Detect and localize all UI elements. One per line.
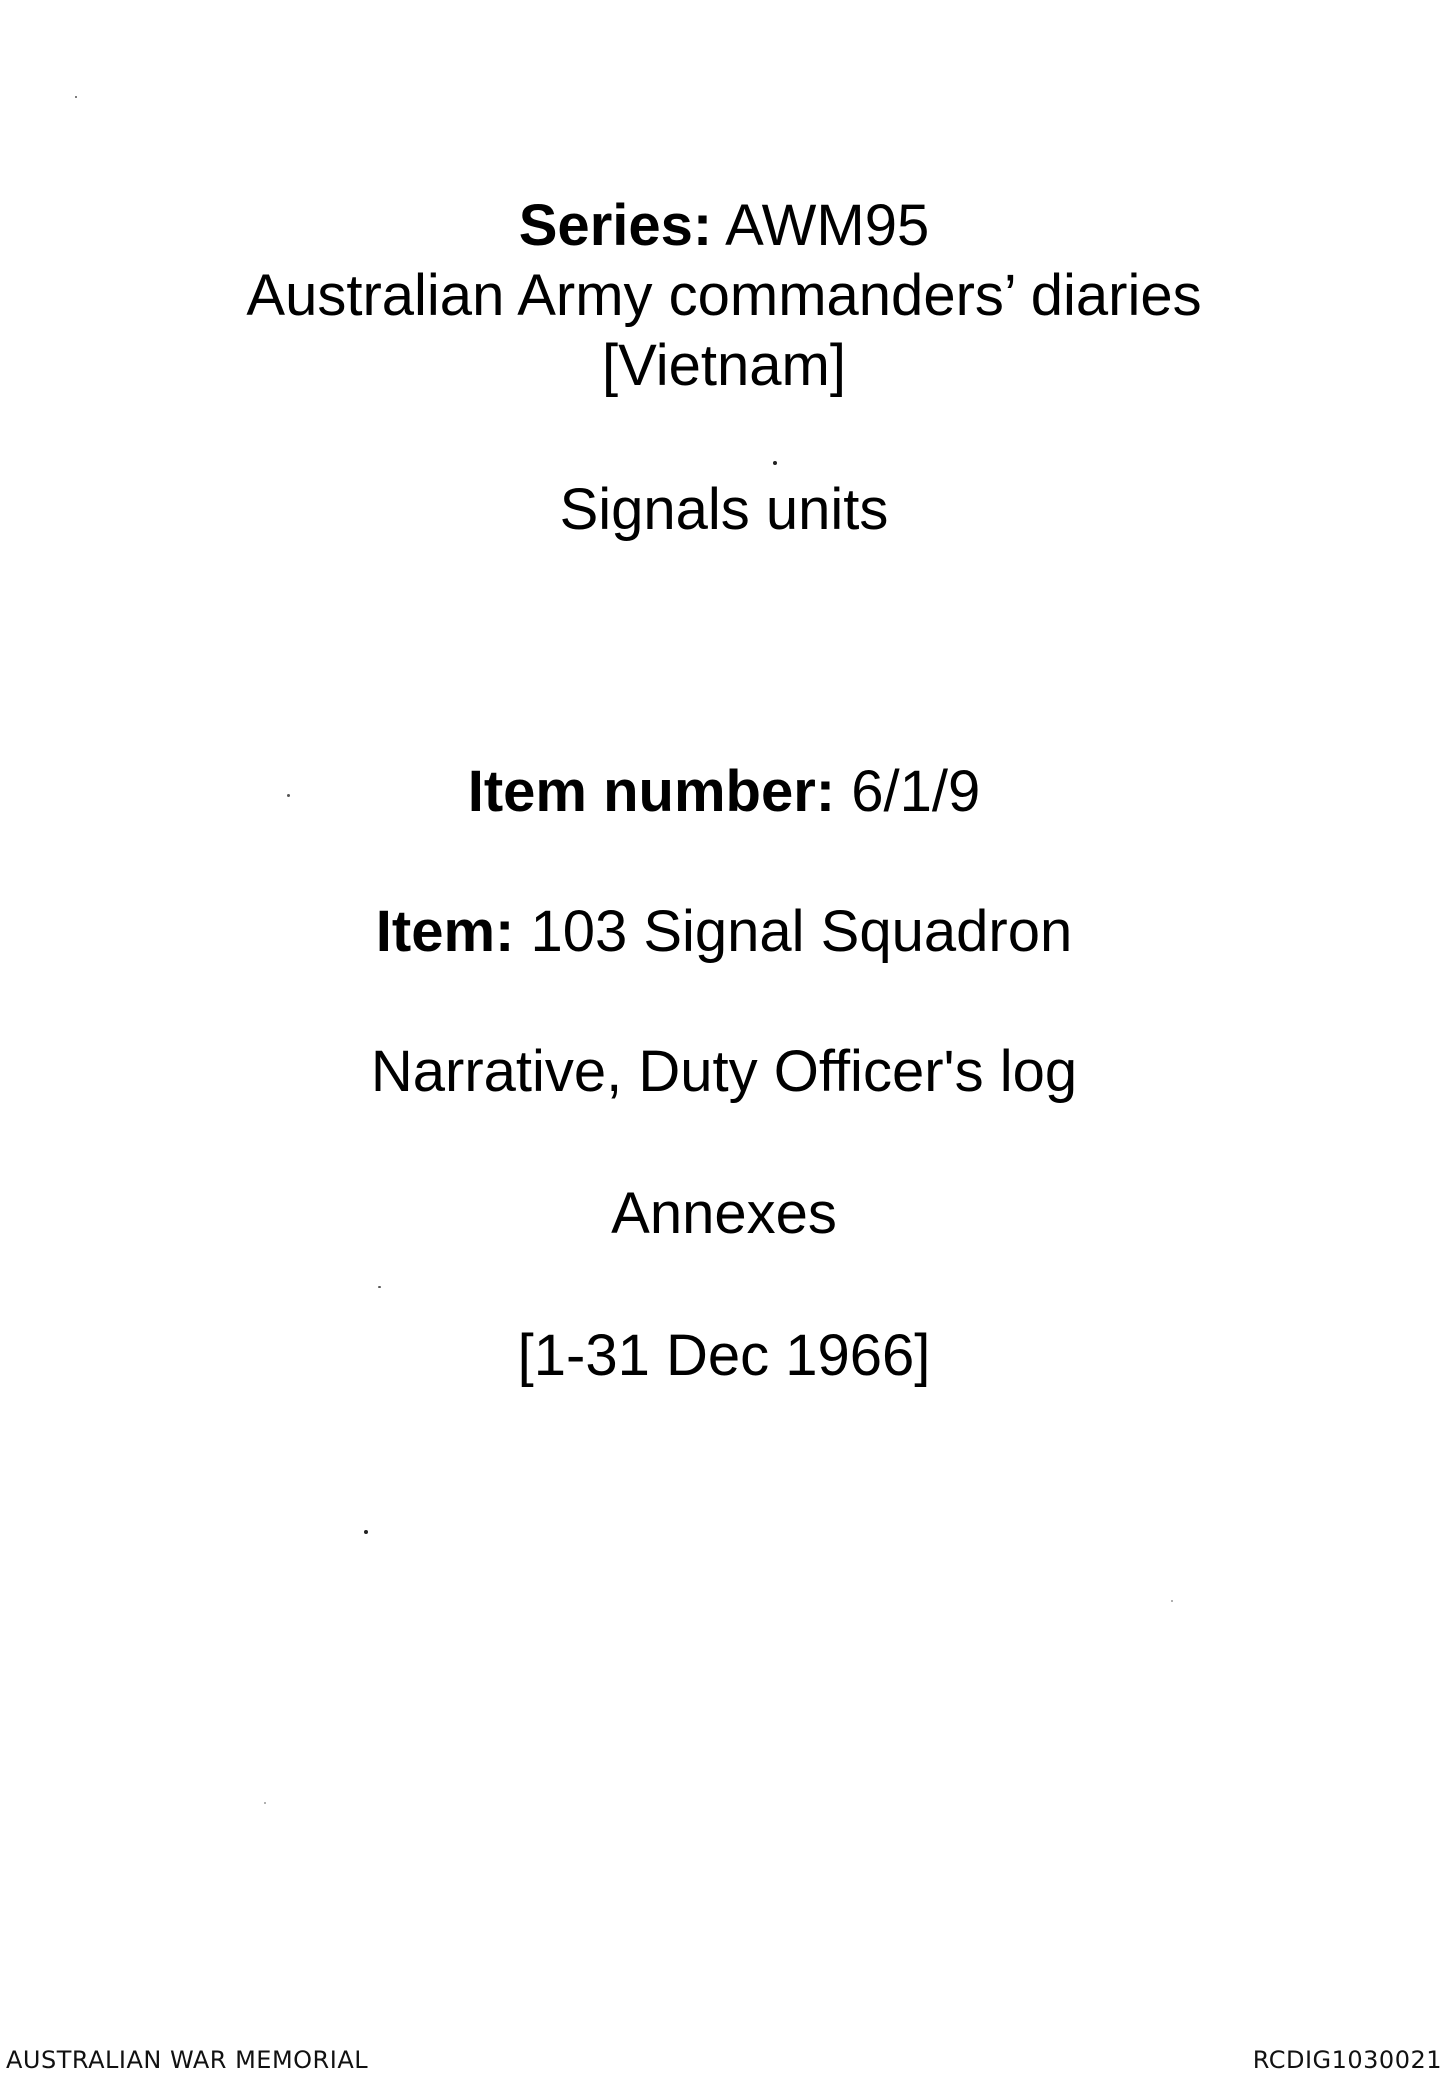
scan-speck [364,1530,368,1534]
series-value: AWM95 [712,193,930,258]
scan-speck [75,96,77,98]
item-line [0,898,1448,966]
item-value: 103 Signal Squadron [514,899,1073,964]
series-line [0,192,1448,260]
series-subtitle: [Vietnam] [602,333,846,398]
scan-speck [264,1802,266,1804]
contents-line: Narrative, Duty Officer's log [370,1039,1078,1104]
date-range: [1-31 Dec 1966] [517,1323,931,1388]
item-number-label: Item number: [467,759,836,824]
scan-speck [287,794,290,797]
scan-speck [773,461,777,465]
item-number-value: 6/1/9 [835,759,981,824]
footer-record-id: RCDIG1030021 [1252,2046,1442,2074]
scan-speck [378,1286,381,1288]
series-title: Australian Army commanders’ diaries [246,263,1202,328]
series-label: Series: [518,193,713,258]
annexes-line: Annexes [611,1181,837,1246]
scan-speck [1171,1600,1173,1602]
item-label: Item: [375,899,515,964]
category-heading: Signals units [559,477,889,542]
item-number-line [0,758,1448,826]
footer-institution: AUSTRALIAN WAR MEMORIAL [6,2046,369,2074]
